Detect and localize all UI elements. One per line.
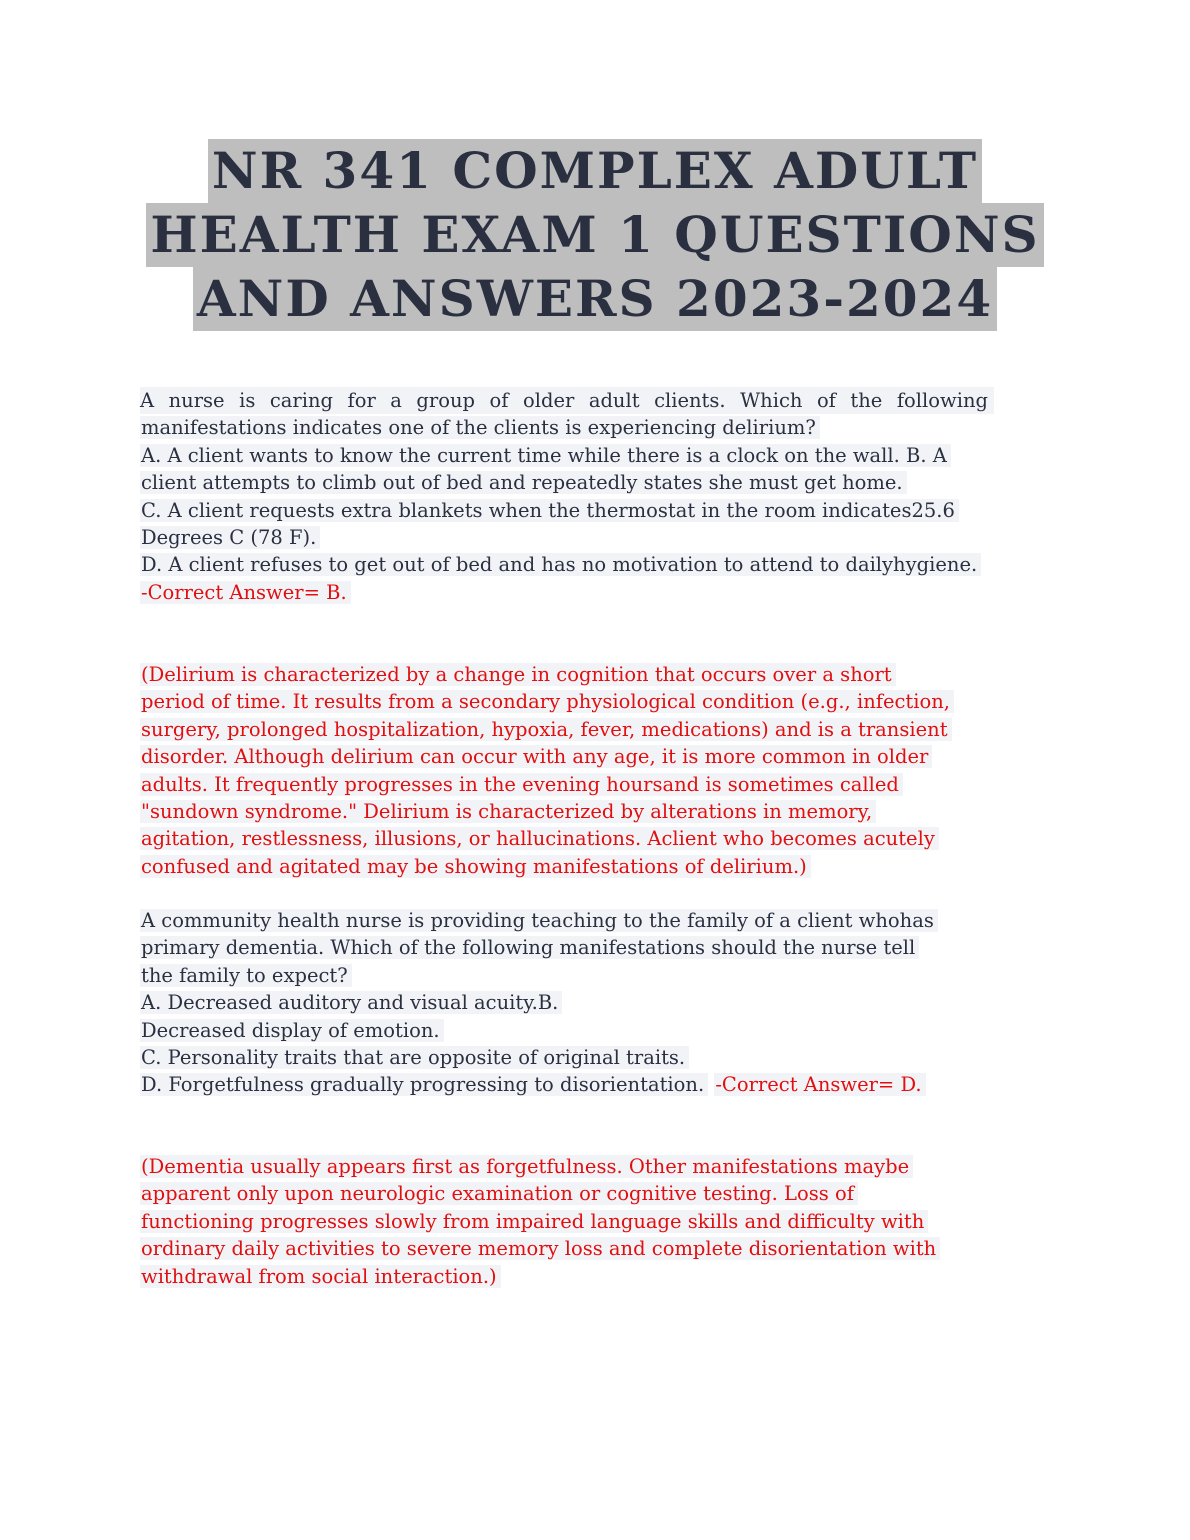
- question-2-line: the family to expect?: [140, 964, 352, 987]
- question-1-stem-word: the: [850, 389, 883, 412]
- rationale-2-line: functioning progresses slowly from impaired language skills and difficulty with: [140, 1210, 928, 1233]
- question-1-stem-word: following: [896, 389, 988, 412]
- question-1-justified-words: [140, 387, 994, 414]
- question-1-stem-word: adult: [588, 389, 640, 412]
- question-1-stem-line-2: manifestations indicates one of the clients is experiencing delirium?: [140, 416, 820, 439]
- rationale-1-line: adults. It frequently progresses in the evening hoursand is sometimes called: [140, 773, 903, 796]
- question-2-correct-answer: -Correct Answer= D.: [714, 1073, 925, 1096]
- rationale-1: [140, 661, 1075, 880]
- title-line-3: AND ANSWERS 2023-2024: [193, 267, 997, 331]
- rationale-1-line: (Delirium is characterized by a change in cognition that occurs over a short: [140, 663, 896, 686]
- document-title: [0, 139, 1190, 331]
- question-1-stem-word: of: [489, 389, 509, 412]
- title-line-2: HEALTH EXAM 1 QUESTIONS: [146, 203, 1043, 267]
- question-1-stem-word: older: [522, 389, 575, 412]
- rationale-1-line: period of time. It results from a secondary physiological condition (e.g., infection,: [140, 690, 954, 713]
- rationale-2: [140, 1153, 1075, 1290]
- rationale-1-line: "sundown syndrome." Delirium is characterized by alterations in memory,: [140, 800, 876, 823]
- question-1-stem-word: clients.: [654, 389, 726, 412]
- question-1-option-c: C. A client requests extra blankets when the thermostat in the room indicates25.6: [140, 499, 959, 522]
- question-2-option-d: D. Forgetfulness gradually progressing to disorientation.: [140, 1073, 708, 1096]
- rationale-1-line: confused and agitated may be showing manifestations of delirium.): [140, 855, 811, 878]
- question-1-correct-answer: -Correct Answer= B.: [140, 581, 351, 604]
- question-2-line: primary dementia. Which of the following manifestations should the nurse tell: [140, 936, 919, 959]
- rationale-1-line: disorder. Although delirium can occur with any age, it is more common in older: [140, 745, 932, 768]
- rationale-2-line: withdrawal from social interaction.): [140, 1265, 501, 1288]
- question-1-option-b: client attempts to climb out of bed and repeatedly states she must get home.: [140, 471, 907, 494]
- question-2-line: A community health nurse is providing teaching to the family of a client whohas: [140, 909, 938, 932]
- title-line-1: NR 341 COMPLEX ADULT: [208, 139, 982, 203]
- question-2-option-c: C. Personality traits that are opposite of original traits.: [140, 1046, 689, 1069]
- question-1-option-c-cont: Degrees C (78 F).: [140, 526, 320, 549]
- question-1-stem-word: Which: [740, 389, 803, 412]
- question-1-stem-word: caring: [269, 389, 333, 412]
- question-1-stem-word: a: [390, 389, 402, 412]
- question-1-option-a: A. A client wants to know the current time while there is a clock on the wall. B. A: [140, 444, 951, 467]
- rationale-2-line: (Dementia usually appears first as forgetfulness. Other manifestations maybe: [140, 1155, 913, 1178]
- question-1-stem-line-1: [140, 387, 1075, 414]
- question-1-stem-word: A: [140, 389, 155, 412]
- rationale-1-line: surgery, prolonged hospitalization, hypoxia, fever, medications) and is a transient: [140, 718, 952, 741]
- question-1-option-d: D. A client refuses to get out of bed and has no motivation to attend to dailyhygiene.: [140, 553, 981, 576]
- question-1: [140, 387, 1075, 606]
- question-1-stem-word: for: [347, 389, 376, 412]
- question-1-stem-word: of: [816, 389, 836, 412]
- question-2-option-a: A. Decreased auditory and visual acuity.B.: [140, 991, 562, 1014]
- question-1-stem-word: nurse: [168, 389, 225, 412]
- rationale-1-line: agitation, restlessness, illusions, or hallucinations. Aclient who becomes acutely: [140, 827, 939, 850]
- question-1-stem-word: group: [416, 389, 476, 412]
- rationale-2-line: ordinary daily activities to severe memory loss and complete disorientation with: [140, 1237, 940, 1260]
- question-2-option-b: Decreased display of emotion.: [140, 1019, 444, 1042]
- question-1-stem-word: is: [239, 389, 256, 412]
- question-2: [140, 907, 1075, 1099]
- rationale-2-line: apparent only upon neurologic examination or cognitive testing. Loss of: [140, 1182, 858, 1205]
